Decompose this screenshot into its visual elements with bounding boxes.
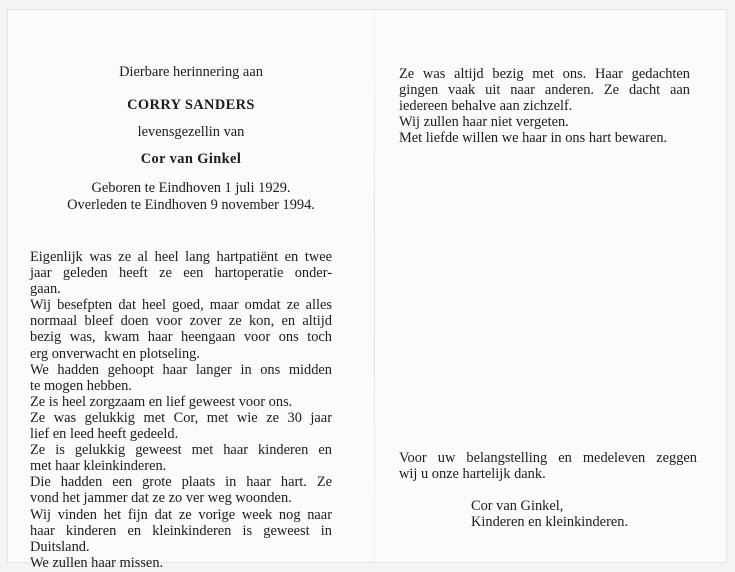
signature-line: Cor van Ginkel, [471,498,564,514]
text-line: iedereen behalve aan zichzelf. [399,98,573,115]
text-line: We hadden gehoopt haar langer in ons midden [30,361,332,378]
text-line: Voor uw belangstelling en medeleven zeggen [399,450,697,466]
thanks-text [399,450,697,482]
signature-line: Kinderen en kleinkinderen. [471,514,629,531]
closing-text [399,66,690,146]
text-line: Ze is heel zorgzaam en lief geweest voor ons. [30,393,293,410]
memorial-text [30,249,332,571]
text-line: Ze was altijd bezig met ons. Haar gedachten [399,66,690,82]
text-line: haar kinderen en kleinkinderen is geweest in [30,522,332,539]
text-line: Eigenlijk was ze al heel lang hartpatiënt en twee [30,249,332,265]
text-line: gaan. [30,281,61,298]
text-line: bezig was, kwam haar heengaan voor ons toch [30,329,332,346]
text-line: Die hadden een grote plaats in haar hart. Ze [30,474,332,491]
text-line: We zullen haar missen. [30,554,164,571]
text-line: Met liefde willen we haar in ons hart bewaren. [399,130,668,147]
text-line: Ze is gelukkig geweest met haar kinderen en [30,442,332,459]
text-line: gingen vaak uit naar anderen. Ze dacht aan [399,82,690,99]
text-line: Wij vinden het fijn dat ze vorige week nog naar [30,506,332,523]
birth-line: Geboren te Eindhoven 1 juli 1929. [91,180,291,196]
text-line: jaar geleden heeft ze een hartoperatie onder- [30,265,332,282]
text-line: normaal bleef doen voor zover ze kon, en altijd [30,313,332,330]
text-line: vond het jammer dat ze zo ver weg woonden. [30,490,292,507]
text-line: Ze was gelukkig met Cor, met wie ze 30 jaar [30,409,332,426]
heading: Dierbare herinnering aan [119,64,263,80]
text-line: te mogen hebben. [30,377,132,394]
relation-text: levensgezellin van [137,124,245,140]
text-line: Duitsland. [30,538,90,555]
partner-name: Cor van Ginkel [140,151,242,167]
deceased-name: CORRY SANDERS [127,97,255,113]
text-line: lief en leed heeft gedeeld. [30,426,179,443]
text-line: erg onverwacht en plotseling. [30,345,200,362]
signature-block [471,498,691,530]
text-line: Wij zullen haar niet vergeten. [399,114,569,131]
memorial-card [8,10,726,571]
text-line: met haar kleinkinderen. [30,458,167,475]
text-line: wij u onze hartelijk dank. [399,466,546,483]
left-panel [8,10,374,571]
death-line: Overleden te Eindhoven 9 november 1994. [67,197,315,213]
text-line: Wij besefpten dat heel goed, maar omdat ze alles [30,297,332,314]
right-panel [375,10,726,562]
